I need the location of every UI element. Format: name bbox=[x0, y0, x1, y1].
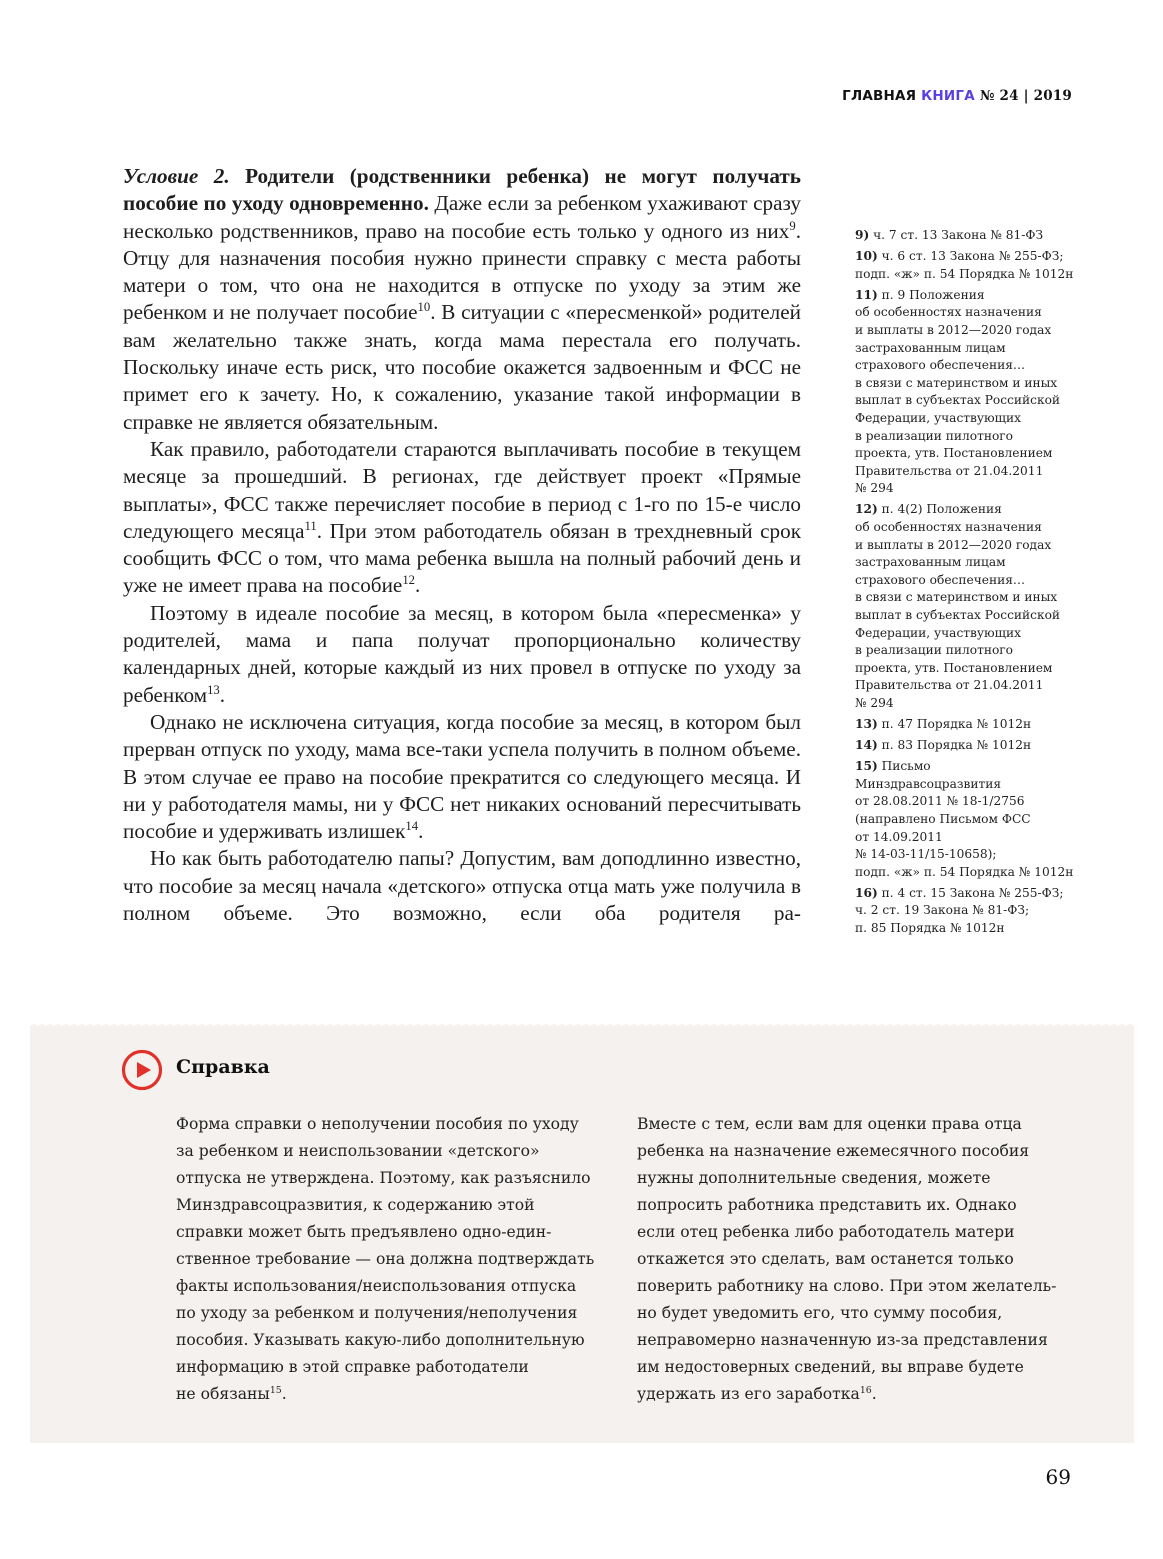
footnote-ref[interactable]: 9 bbox=[789, 218, 796, 233]
paragraph bbox=[123, 709, 801, 845]
box-text-line: справки может быть предъявлено одно-един- bbox=[176, 1223, 552, 1241]
paragraph bbox=[123, 845, 801, 927]
lead-sentence: Родители (родственники ребенка) не могут получать пособие по уходу одновременно. bbox=[123, 164, 802, 216]
footnote-text: п. 83 Порядка № 1012н bbox=[881, 738, 1032, 753]
footnote-text: Письмо bbox=[881, 759, 931, 774]
text: . bbox=[415, 573, 421, 598]
paragraph bbox=[123, 600, 801, 709]
footnote-line: Федерации, участвующих bbox=[855, 625, 1021, 640]
footnote-line bbox=[855, 501, 1077, 519]
footnote-line: выплат в субъектах Российской bbox=[855, 607, 1061, 622]
box-text-line: удержать из его заработка$^{16}$. bbox=[637, 1384, 877, 1403]
footnote bbox=[855, 737, 1077, 755]
text: . В ситуации с «пересменкой» родителей вам желательно также знать, когда мама перестала его получать. Поскольку иначе есть риск, что пособие окажется задвоенным и ФСС не примет его к зачету. Но, к сожалению, указание такой информации в справке не является обязательным. bbox=[123, 300, 801, 434]
box-column-right bbox=[637, 1111, 1077, 1408]
footnote-line bbox=[855, 287, 1077, 305]
footnote-number: 10) bbox=[855, 249, 878, 264]
text: . Отцу для назначения пособия нужно принести справку с места работы матери о том, что она не находится в отпуске по уходу за этим же ребенком и не получает пособие bbox=[123, 218, 801, 325]
footnote-line: Федерации, участвующих bbox=[855, 410, 1021, 425]
footnote-line bbox=[855, 248, 1077, 266]
footnote-line: ч. 2 ст. 19 Закона № 81-ФЗ; bbox=[855, 903, 1030, 918]
box-text-line: поверить работнику на слово. При этом желатель- bbox=[637, 1277, 1057, 1295]
footnote-line: и выплаты в 2012—2020 годах bbox=[855, 537, 1052, 552]
footnote-line: и выплаты в 2012—2020 годах bbox=[855, 322, 1052, 337]
footnote-ref[interactable]: 16 bbox=[859, 1384, 872, 1396]
box-text-line: откажется это сделать, вам останется только bbox=[637, 1250, 1014, 1268]
magazine-header bbox=[842, 88, 1072, 104]
footnote-number: 11) bbox=[855, 287, 878, 302]
footnote-line: об особенностях назначения bbox=[855, 305, 1042, 320]
footnotes-column bbox=[855, 227, 1077, 941]
footnote-line: Минздравсоцразвития bbox=[855, 776, 1002, 791]
box-text-line: попросить работника представить их. Однако bbox=[637, 1196, 1017, 1214]
footnote-line: п. 85 Порядка № 1012н bbox=[855, 921, 1005, 936]
footnote-line: № 14-03-11/15-10658); bbox=[855, 847, 997, 862]
text: . bbox=[418, 819, 424, 844]
condition-label: Условие 2. bbox=[123, 164, 230, 188]
footnote-line: в реализации пилотного bbox=[855, 643, 1014, 658]
footnote-ref[interactable]: 12 bbox=[402, 573, 416, 588]
footnote bbox=[855, 758, 1077, 881]
box-text-line: ребенка на назначение ежемесячного пособия bbox=[637, 1142, 1030, 1160]
footnote-line: проекта, утв. Постановлением bbox=[855, 660, 1053, 675]
footnote-number: 15) bbox=[855, 759, 878, 774]
footnote bbox=[855, 227, 1077, 245]
page-number: 69 bbox=[1045, 1465, 1071, 1489]
footnote-line: в связи с материнством и иных bbox=[855, 590, 1058, 605]
text: Однако не исключена ситуация, когда пособие за месяц, в котором был прерван отпуск по уходу, мама все-таки успела получить в полном объеме. В этом случае ее право на пособие прекратится со следующего месяца. И ни у работодателя мамы, ни у ФСС нет никаких оснований пересчитывать пособие и удерживать излишек bbox=[123, 709, 801, 844]
text: Но как быть работодателю папы? Допустим, вам доподлинно известно, что пособие за месяц начала «детского» отпуска отца мать уже получила в полном объеме. Это возможно, если оба родителя ра- bbox=[123, 846, 801, 926]
footnote-number: 12) bbox=[855, 502, 878, 517]
footnote-ref[interactable]: 10 bbox=[417, 300, 431, 315]
footnote-line bbox=[855, 716, 1077, 734]
paragraph bbox=[123, 436, 801, 600]
footnote-line: страхового обеспечения… bbox=[855, 572, 1026, 587]
footnote-line: об особенностях назначения bbox=[855, 520, 1042, 534]
footnote-number: 16) bbox=[855, 885, 878, 900]
footnote-line: № 294 bbox=[855, 695, 894, 710]
paragraph-condition-2 bbox=[123, 163, 801, 436]
box-text-line: пособия. Указывать какую-либо дополнительную bbox=[176, 1331, 585, 1349]
footnote-line: в реализации пилотного bbox=[855, 428, 1014, 443]
footnote-line: подп. «ж» п. 54 Порядка № 1012н bbox=[855, 864, 1074, 879]
footnote bbox=[855, 501, 1077, 712]
text: . При этом работодатель обязан в трехдневный срок сообщить ФСС о том, что мама ребенка вышла на полный рабочий день и уже не имеет права на пособие bbox=[123, 518, 802, 598]
footnote-line: страхового обеспечения… bbox=[855, 358, 1026, 373]
text: . bbox=[219, 682, 226, 707]
footnote-line: подп. «ж» п. 54 Порядка № 1012н bbox=[855, 266, 1074, 281]
footnote-number: 13) bbox=[855, 717, 878, 732]
box-text-line: Вместе с тем, если вам для оценки права отца bbox=[637, 1115, 1022, 1133]
text: Даже если за ребенком ухаживают сразу несколько родственников, право на пособие есть только у одного из них bbox=[123, 191, 801, 243]
footnote-ref[interactable]: 14 bbox=[405, 819, 419, 834]
footnote-text: п. 47 Порядка № 1012н bbox=[881, 717, 1032, 732]
footnote-line: Правительства от 21.04.2011 bbox=[855, 463, 1044, 478]
footnote-ref[interactable]: 13 bbox=[207, 682, 220, 697]
box-text-line: факты использования/неиспользования отпуска bbox=[176, 1277, 577, 1295]
box-text-line: им недостоверных сведений, вы вправе будете bbox=[637, 1358, 1024, 1376]
box-text-line: ственное требование — она должна подтверждать bbox=[176, 1250, 595, 1268]
box-text-line: не обязаны$^{15}$. bbox=[176, 1384, 287, 1403]
box-text-line: информацию в этой справке работодатели bbox=[176, 1358, 529, 1376]
box-text-line: отпуска не утверждена. Поэтому, как разъяснило bbox=[176, 1169, 591, 1187]
footnote-line: застрахованным лицам bbox=[855, 555, 1006, 570]
play-circle-icon bbox=[121, 1049, 163, 1091]
text: Поэтому в идеале пособие за месяц, в котором была «пересменка» у родителей, мама и папа получат пропорционально количеству календарных дней, которые каждый из них провел в отпуске по уходу за ребенком bbox=[123, 600, 801, 707]
footnote-number: 9) bbox=[855, 228, 870, 242]
footnote-line bbox=[855, 737, 1077, 755]
footnote-line: выплат в субъектах Российской bbox=[855, 393, 1061, 408]
article-body bbox=[123, 163, 801, 927]
footnote-line: от 28.08.2011 № 18-1/2756 bbox=[855, 794, 1025, 809]
footnote-line: в связи с материнством и иных bbox=[855, 375, 1058, 390]
footnote-line: от 14.09.2011 bbox=[855, 829, 943, 844]
footnote-line bbox=[855, 885, 1077, 903]
footnote-text: ч. 6 ст. 13 Закона № 255-ФЗ; bbox=[881, 249, 1064, 264]
footnote-line: Правительства от 21.04.2011 bbox=[855, 678, 1044, 693]
box-column-left bbox=[176, 1111, 616, 1408]
brand-name-part2: КНИГА bbox=[921, 88, 975, 104]
box-title: Справка bbox=[176, 1056, 270, 1078]
footnote-line: проекта, утв. Постановлением bbox=[855, 446, 1053, 461]
footnote-text: п. 4(2) Положения bbox=[881, 502, 1002, 517]
box-text-line: Форма справки о неполучении пособия по уходу bbox=[176, 1115, 579, 1133]
text: не обязаны bbox=[176, 1385, 270, 1403]
box-text-line: но будет уведомить его, что сумму пособия, bbox=[637, 1304, 1003, 1322]
footnote-line: (направлено Письмом ФСС bbox=[855, 812, 1031, 826]
box-text-line: неправомерно назначенную из-за представления bbox=[637, 1331, 1048, 1349]
box-text-line: по уходу за ребенком и получения/неполучения bbox=[176, 1304, 578, 1322]
box-text-line: нужны дополнительные сведения, можете bbox=[637, 1169, 991, 1187]
box-text-line: за ребенком и неиспользовании «детского» bbox=[176, 1142, 540, 1160]
footnote bbox=[855, 248, 1077, 283]
footnote bbox=[855, 716, 1077, 734]
footnote-line: застрахованным лицам bbox=[855, 340, 1006, 355]
text: удержать из его заработка bbox=[637, 1385, 860, 1403]
brand-name-part1: ГЛАВНАЯ bbox=[842, 88, 917, 104]
box-text-line: Минздравсоцразвития, к содержанию этой bbox=[176, 1196, 535, 1214]
footnote-ref[interactable]: 15 bbox=[269, 1384, 282, 1396]
footnote-line bbox=[855, 227, 1077, 245]
footnote-text: ч. 7 ст. 13 Закона № 81-ФЗ bbox=[873, 228, 1044, 242]
footnote bbox=[855, 287, 1077, 498]
box-text-line: если отец ребенка либо работодатель матери bbox=[637, 1223, 1015, 1241]
footnote-number: 14) bbox=[855, 738, 878, 753]
footnote-ref[interactable]: 11 bbox=[304, 518, 317, 533]
footnote bbox=[855, 885, 1077, 938]
footnote-line bbox=[855, 758, 1077, 776]
footnote-text: п. 9 Положения bbox=[881, 287, 985, 302]
issue-number: № 24 | 2019 bbox=[979, 88, 1072, 104]
footnote-text: п. 4 ст. 15 Закона № 255-ФЗ; bbox=[881, 885, 1064, 900]
text: Как правило, работодатели стараются выплачивать пособие в текущем месяце за прошедший. В регионах, где действует проект «Прямые выплаты», ФСС также перечисляет пособие в период с 1-го по 15-е число следующего месяца bbox=[123, 436, 801, 543]
footnote-line: № 294 bbox=[855, 481, 894, 496]
